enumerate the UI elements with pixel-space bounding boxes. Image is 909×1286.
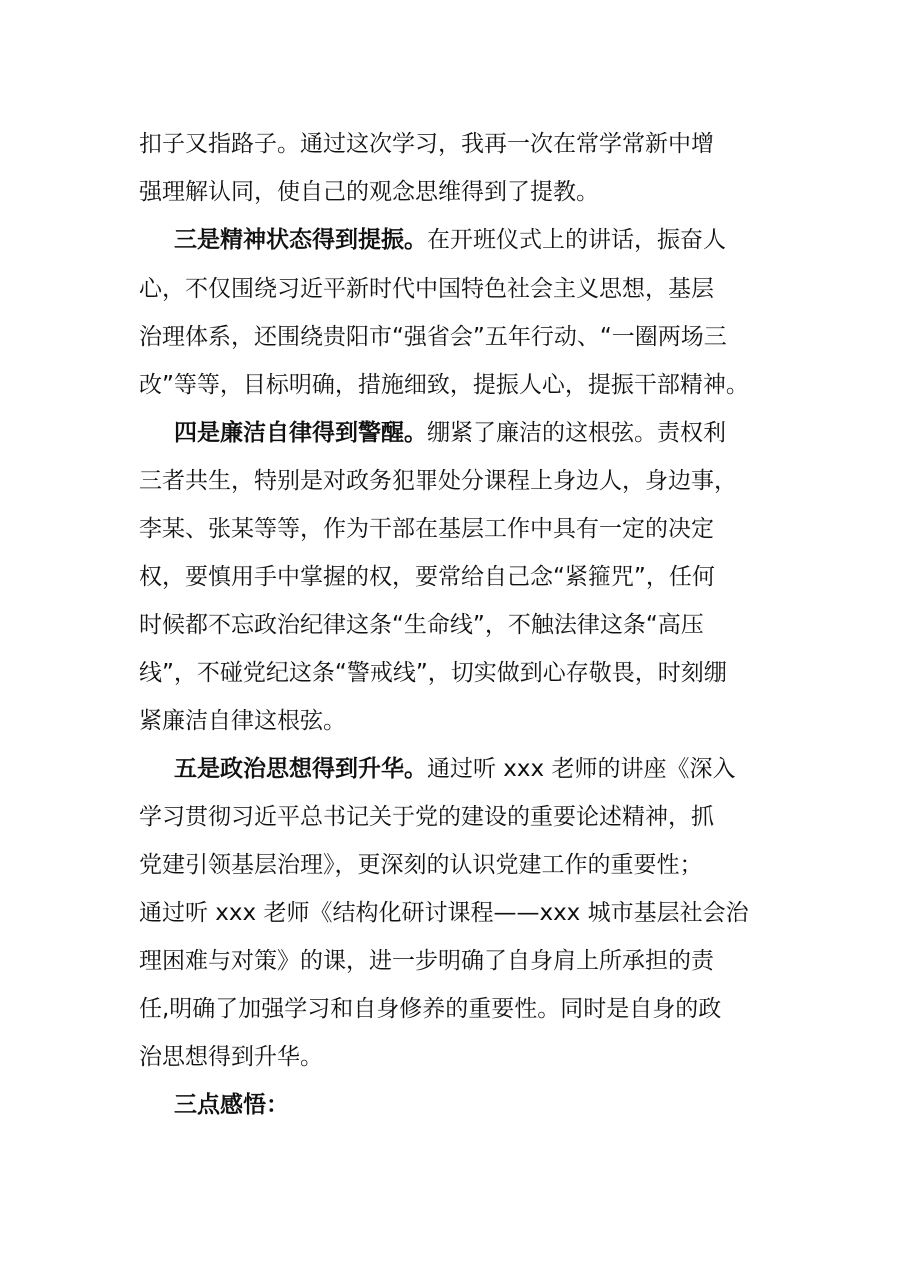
paragraph-line: 治理体系，还围绕贵阳市“强省会”五年行动、“一圈两场三 — [139, 324, 727, 350]
paragraph-line — [174, 747, 909, 791]
paragraph-line: 强理解认同，使自己的观念思维得到了提教。 — [139, 179, 599, 205]
paragraph-text: 在开班仪式上的讲话，振奋人 — [427, 227, 726, 253]
paragraph-text: 绷紧了廉洁的这根弦。责权利 — [427, 420, 726, 446]
section-heading: 三点感悟： — [174, 1092, 289, 1118]
paragraph-line: 任,明确了加强学习和自身修养的重要性。同时是自身的政 — [139, 996, 722, 1022]
paragraph-line: 李某、张某等等，作为干部在基层工作中具有一定的决定 — [139, 516, 714, 542]
section-heading: 四是廉洁自律得到警醒。 — [174, 420, 427, 446]
paragraph-line: 三者共生，特别是对政务犯罪处分课程上身边人，身边事， — [139, 468, 737, 494]
paragraph-line: 线”，不碰党纪这条“警戒线”，切实做到心存敬畏，时刻绷 — [139, 660, 727, 686]
paragraph-line — [174, 218, 909, 262]
paragraph-line — [174, 411, 909, 455]
paragraph-line: 改”等等，目标明确，措施细致，提振人心，提振干部精神。 — [139, 372, 749, 398]
paragraph-line: 学习贯彻习近平总书记关于党的建设的重要论述精神，抓 — [139, 804, 714, 830]
paragraph-line: 紧廉洁自律这根弦。 — [139, 708, 346, 734]
section-heading: 三是精神状态得到提振。 — [174, 227, 427, 253]
paragraph-line: 党建引领基层治理》，更深刻的认识党建工作的重要性； — [139, 852, 703, 878]
paragraph-text: 通过听 xxx 老师的讲座《深入 — [427, 756, 736, 782]
paragraph-line — [174, 1083, 909, 1127]
paragraph-line: 心，不仅围绕习近平新时代中国特色社会主义思想，基层 — [139, 276, 714, 302]
paragraph-line: 扣子又指路子。通过这次学习，我再一次在常学常新中增 — [139, 131, 714, 157]
paragraph-line: 通过听 xxx 老师《结构化研讨课程——xxx 城市基层社会治 — [139, 900, 749, 926]
paragraph-line: 权，要慎用手中掌握的权，要常给自己念“紧箍咒”，任何 — [139, 564, 715, 590]
paragraph-line: 治思想得到升华。 — [139, 1044, 323, 1070]
paragraph-line: 时候都不忘政治纪律这条“生命线”，不触法律这条“高压 — [139, 612, 704, 638]
paragraph-line: 理困难与对策》的课，进一步明确了自身肩上所承担的责 — [139, 948, 714, 974]
section-heading: 五是政治思想得到升华。 — [174, 756, 427, 782]
